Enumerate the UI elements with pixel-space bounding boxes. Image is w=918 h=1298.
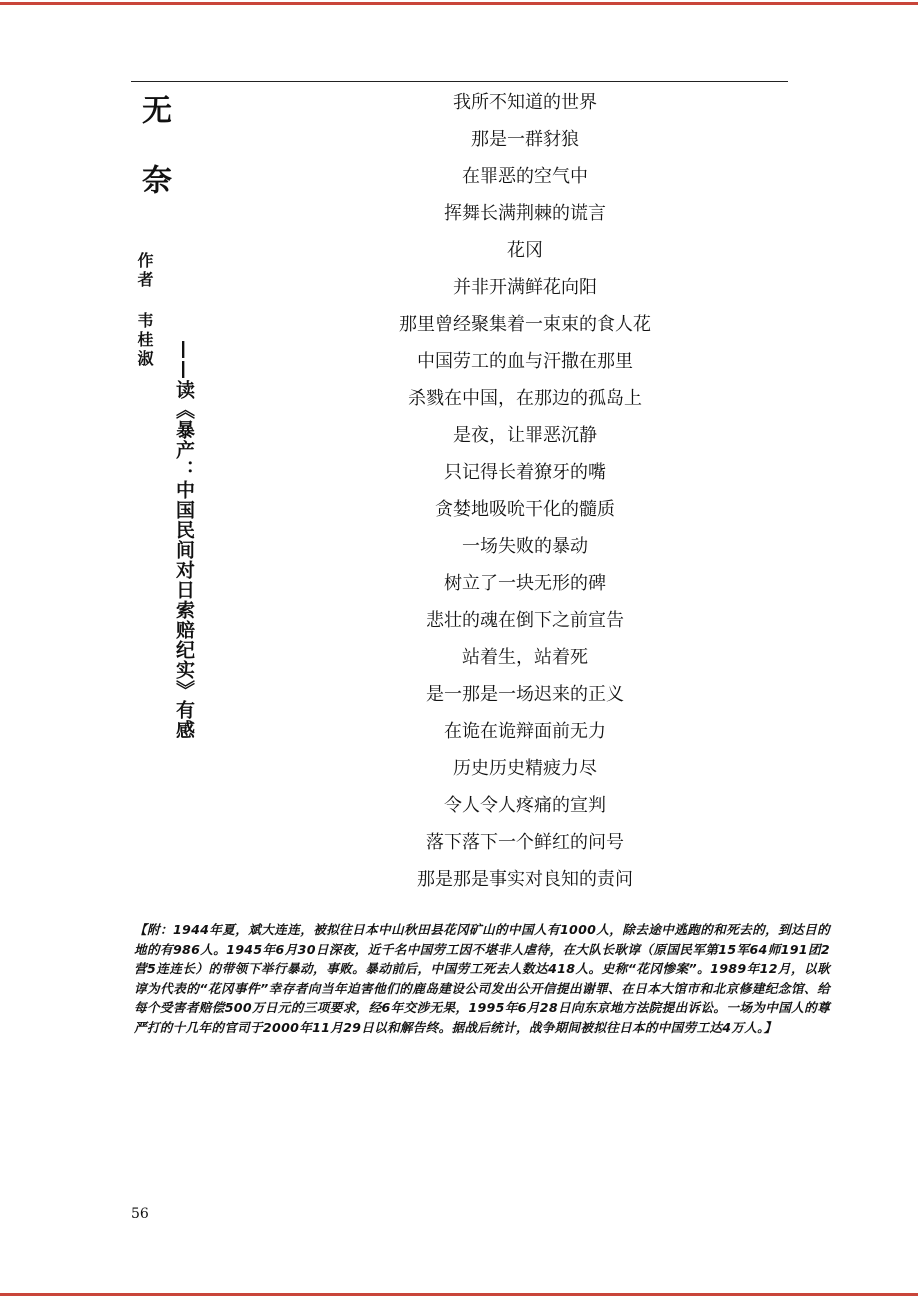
author-prefix: 作者 (135, 252, 154, 290)
poem-line: 在罪恶的空气中 (462, 166, 588, 187)
poem-line: 杀戮在中国，在那边的孤岛上 (408, 388, 642, 409)
poem-line: 令人令人疼痛的宣判 (444, 795, 606, 816)
poem-line: 那里曾经聚集着一束束的食人花 (399, 314, 651, 335)
poem-line: 并非开满鲜花向阳 (453, 277, 597, 298)
bottom-border-line (0, 1293, 918, 1296)
poem-title: 无奈 (136, 94, 171, 234)
poem-subtitle: ——读《暴产：中国民间对日索赔纪实》有感 (173, 340, 195, 740)
poem-line: 是一那是一场迟来的正义 (426, 684, 624, 705)
author-credit (136, 252, 152, 369)
poem-line: 那是一群豺狼 (471, 129, 579, 150)
poem-body (330, 84, 720, 898)
poem-line: 我所不知道的世界 (453, 92, 597, 113)
poem-line: 贪婪地吸吮干化的髓质 (435, 499, 615, 520)
poem-line: 树立了一块无形的碑 (444, 573, 606, 594)
author-name: 韦桂淑 (135, 312, 154, 369)
poem-line: 挥舞长满荆棘的谎言 (444, 203, 606, 224)
poem-line: 在诡在诡辩面前无力 (444, 721, 606, 742)
page-number: 56 (131, 1206, 149, 1222)
poem-line: 中国劳工的血与汗撒在那里 (417, 351, 633, 372)
top-border-line (0, 2, 918, 5)
historical-note: 【附：1944年夏，斌大连连，被拟往日本中山秋田县花冈矿山的中国人有1000人，除去途中逃跑的和死去的，到达目的地的有986人。1945年6月30日深夜，近千名中国劳工因不堪非人虐待，在大队长耿谆（原国民军第15军64师191团2营5连连长）的带领下举行暴动，事败。暴动前后，中国劳工死去人数达418人。史称“花冈惨案”。1989年12月，以耿谆为代表的“花冈事件”幸存者向当年迫害他们的鹿岛建设公司发出公开信提出谢罪、在日本大馆市和北京修建纪念馆、给每个受害者赔偿500万日元的三项要求，经6年交涉无果，1995年6月28日向东京地方法院提出诉讼。一场为中国人的尊严打的十几年的官司于2000年11月29日以和解告终。据战后统计，战争期间被拟往日本的中国劳工达4万人。】 (134, 922, 830, 1035)
poem-line: 花冈 (507, 240, 543, 261)
poem-line: 落下落下一个鲜红的问号 (426, 832, 624, 853)
header-rule (131, 81, 788, 82)
poem-line: 只记得长着獠牙的嘴 (444, 462, 606, 483)
poem-line: 历史历史精疲力尽 (453, 758, 597, 779)
poem-line: 悲壮的魂在倒下之前宣告 (426, 610, 624, 631)
poem-line: 那是那是事实对良知的责问 (417, 869, 633, 890)
poem-line: 是夜，让罪恶沉静 (453, 425, 597, 446)
poem-line: 一场失败的暴动 (462, 536, 588, 557)
poem-line: 站着生，站着死 (462, 647, 588, 668)
